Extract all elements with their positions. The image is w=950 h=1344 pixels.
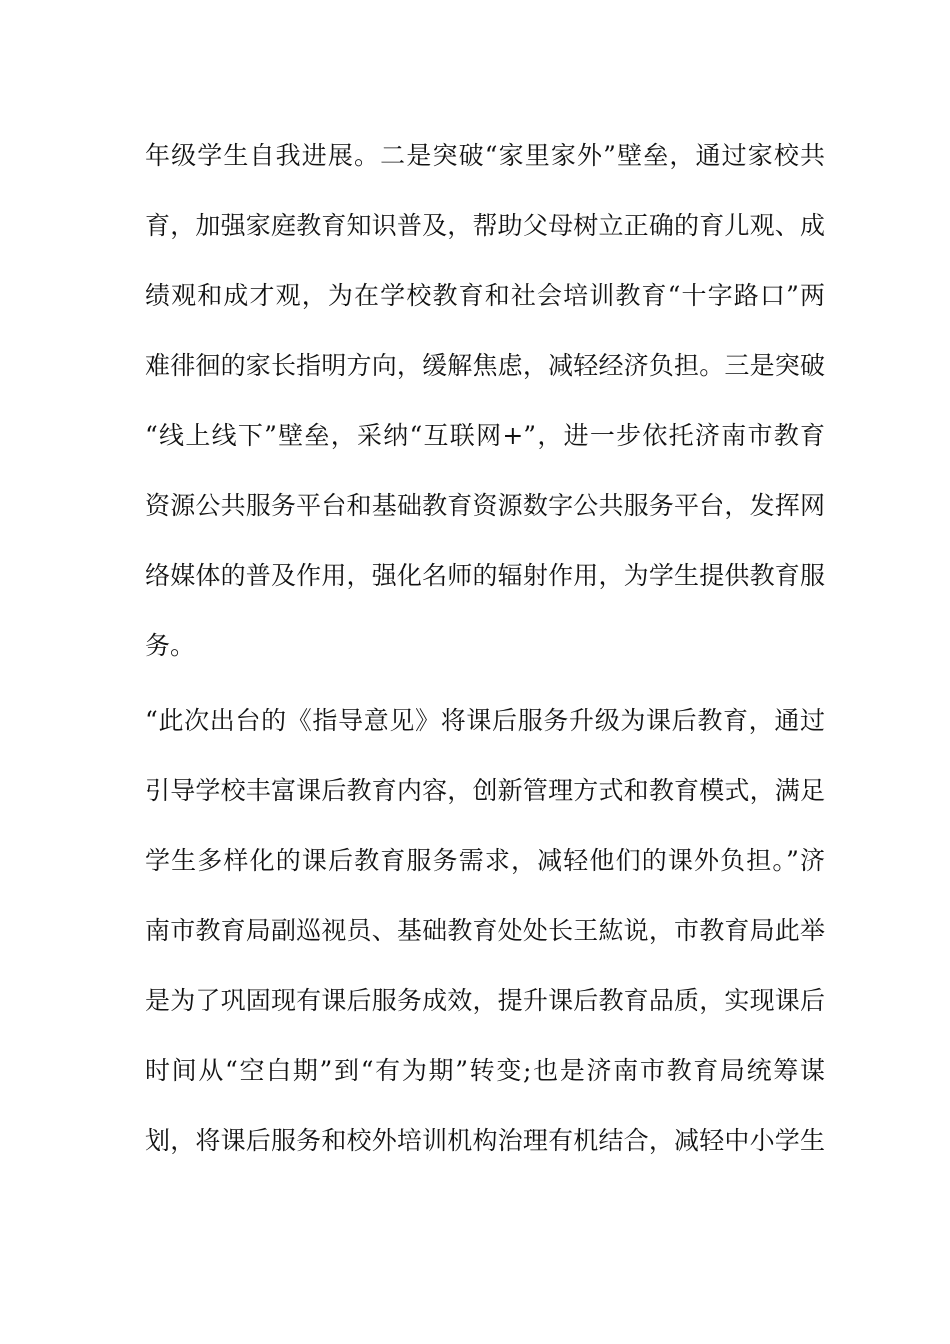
paragraph-2-line-2: 引导学校丰富课后教育内容，创新管理方式和教育模式，满足 [145, 776, 825, 805]
paragraph-1-line-1: 年级学生自我进展。二是突破“家里家外”壁垒，通过家校共 [145, 141, 825, 170]
paragraph-2-line-3: 学生多样化的课后教育服务需求，减轻他们的课外负担。”济 [145, 846, 825, 875]
paragraph-2-line-4: 南市教育局副巡视员、基础教育处处长王紘说，市教育局此举 [145, 916, 825, 945]
paragraph-2-line-7: 划，将课后服务和校外培训机构治理有机结合，减轻中小学生 [145, 1126, 825, 1155]
paragraph-1-line-4: 难徘徊的家长指明方向，缓解焦虑，减轻经济负担。三是突破 [145, 351, 825, 380]
paragraph-2-line-6: 时间从“空白期”到“有为期”转变;也是济南市教育局统筹谋 [145, 1056, 825, 1085]
paragraph-2-line-5: 是为了巩固现有课后服务成效，提升课后教育品质，实现课后 [145, 986, 825, 1015]
paragraph-2-line-1: “此次出台的《指导意见》将课后服务升级为课后教育，通过 [145, 706, 825, 735]
paragraph-1-line-8: 务。 [145, 631, 196, 660]
paragraph-1-line-6: 资源公共服务平台和基础教育资源数字公共服务平台，发挥网 [145, 491, 825, 520]
paragraph-1-line-2: 育，加强家庭教育知识普及，帮助父母树立正确的育儿观、成 [145, 211, 825, 240]
paragraph-1-line-5: “线上线下”壁垒，采纳“互联网+”，进一步依托济南市教育 [145, 421, 825, 450]
paragraph-1-line-3: 绩观和成才观，为在学校教育和社会培训教育“十字路口”两 [145, 281, 825, 310]
paragraph-1-line-7: 络媒体的普及作用，强化名师的辐射作用，为学生提供教育服 [145, 561, 825, 590]
